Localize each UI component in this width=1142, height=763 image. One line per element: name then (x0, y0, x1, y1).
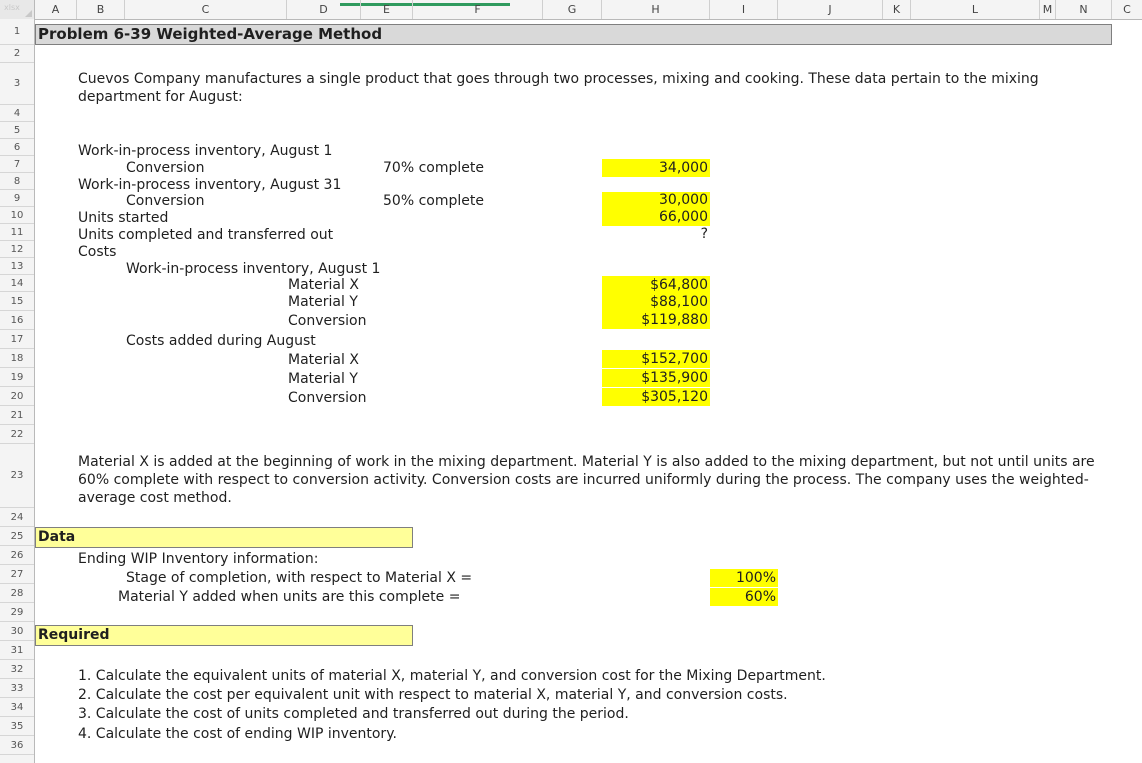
material-y-2-value[interactable]: $135,900 (602, 369, 710, 387)
row-header[interactable]: 3 (0, 63, 34, 105)
row-header[interactable]: 27 (0, 565, 34, 584)
material-y-added-value[interactable]: 60% (710, 588, 778, 606)
row-header[interactable]: 17 (0, 330, 34, 349)
column-header-b[interactable]: B (77, 0, 125, 19)
column-header-h[interactable]: H (602, 0, 710, 19)
column-header-j[interactable]: J (778, 0, 883, 19)
row-header[interactable]: 22 (0, 425, 34, 444)
row-header[interactable]: 12 (0, 241, 34, 258)
row-header[interactable]: 21 (0, 406, 34, 425)
required-item-2[interactable]: 2. Calculate the cost per equivalent unit with respect to material X, material Y, and conversion costs. (78, 687, 788, 703)
row-header[interactable]: 35 (0, 717, 34, 736)
row-header[interactable]: 1 (0, 19, 34, 45)
required-item-3[interactable]: 3. Calculate the cost of units completed and transferred out during the period. (78, 706, 629, 722)
select-all-triangle-icon (25, 10, 32, 17)
column-header-l[interactable]: L (911, 0, 1040, 19)
row-header[interactable]: 34 (0, 698, 34, 717)
row-header[interactable]: 33 (0, 679, 34, 698)
column-header-i[interactable]: I (710, 0, 778, 19)
row-header[interactable]: 13 (0, 258, 34, 275)
label-stage-of-completion[interactable]: Stage of completion, with respect to Material X = (126, 570, 473, 586)
row-header-bar (0, 19, 35, 763)
label-units-started[interactable]: Units started (78, 210, 169, 226)
label-units-completed[interactable]: Units completed and transferred out (78, 227, 334, 243)
row-header[interactable]: 36 (0, 736, 34, 755)
column-header-a[interactable]: A (35, 0, 77, 19)
column-header-e[interactable]: E (361, 0, 413, 19)
label-wip-aug1[interactable]: Work-in-process inventory, August 1 (78, 143, 333, 159)
label-wip-aug31[interactable]: Work-in-process inventory, August 31 (78, 177, 342, 193)
conversion-cost-2-value[interactable]: $305,120 (602, 388, 710, 406)
row-header[interactable]: 10 (0, 207, 34, 224)
stage-of-completion-value[interactable]: 100% (710, 569, 778, 587)
units-started-value[interactable]: 66,000 (602, 209, 710, 226)
row-header[interactable]: 24 (0, 508, 34, 527)
material-y-1-value[interactable]: $88,100 (602, 293, 710, 311)
column-header-n[interactable]: N (1056, 0, 1112, 19)
row-header[interactable]: 20 (0, 387, 34, 406)
material-x-1-value[interactable]: $64,800 (602, 276, 710, 294)
material-x-2-value[interactable]: $152,700 (602, 350, 710, 368)
conversion-1-percent[interactable]: 70% complete (383, 160, 484, 176)
row-header[interactable]: 7 (0, 156, 34, 173)
units-completed-value[interactable]: ? (700, 226, 708, 242)
conversion-cost-1-value[interactable]: $119,880 (602, 311, 710, 329)
label-conversion-1[interactable]: Conversion (126, 160, 205, 176)
row-header[interactable]: 23 (0, 444, 34, 508)
row-header[interactable]: 11 (0, 224, 34, 241)
label-conversion-cost-1[interactable]: Conversion (288, 313, 367, 329)
label-costs-wip[interactable]: Work-in-process inventory, August 1 (126, 261, 381, 277)
corner-label: xlsx (4, 3, 20, 12)
row-header[interactable]: 8 (0, 173, 34, 190)
label-material-y-added[interactable]: Material Y added when units are this complete = (118, 589, 461, 605)
row-header[interactable]: 6 (0, 139, 34, 156)
row-header[interactable]: 32 (0, 660, 34, 679)
sheet-title[interactable]: Problem 6-39 Weighted-Average Method (35, 24, 1112, 45)
note-paragraph[interactable]: Material X is added at the beginning of work in the mixing department. Material Y is also added to the mixing department, but not until units are 60% complete with respect to conversion activity. Conversion costs are incurred uniformly during the process. The company uses the weighted-average cost method. (78, 454, 1095, 506)
intro-paragraph[interactable]: Cuevos Company manufactures a single product that goes through two processes, mixing and cooking. These data pertain to the mixing department for August: (78, 71, 1039, 105)
required-section-header[interactable]: Required (35, 625, 413, 646)
data-section-header[interactable]: Data (35, 527, 413, 548)
row-header[interactable]: 16 (0, 311, 34, 330)
column-header-f[interactable]: F (413, 0, 543, 19)
row-header[interactable]: 15 (0, 292, 34, 311)
row-header[interactable]: 30 (0, 622, 34, 641)
required-item-4[interactable]: 4. Calculate the cost of ending WIP inventory. (78, 726, 397, 742)
label-conversion-cost-2[interactable]: Conversion (288, 390, 367, 406)
wip-aug1-units[interactable]: 34,000 (602, 159, 710, 177)
column-header-o[interactable]: C (1123, 3, 1131, 16)
label-conversion-2[interactable]: Conversion (126, 193, 205, 209)
column-header-m[interactable]: M (1040, 0, 1056, 19)
row-header[interactable]: 19 (0, 368, 34, 387)
label-material-x-2[interactable]: Material X (288, 352, 359, 368)
row-header[interactable]: 31 (0, 641, 34, 660)
row-header[interactable]: 29 (0, 603, 34, 622)
label-costs[interactable]: Costs (78, 244, 117, 260)
select-all-corner[interactable] (0, 0, 35, 19)
column-header-c[interactable]: C (125, 0, 287, 19)
row-header[interactable]: 25 (0, 527, 34, 546)
label-material-y-1[interactable]: Material Y (288, 294, 358, 310)
row-header[interactable]: 18 (0, 349, 34, 368)
row-header[interactable]: 9 (0, 190, 34, 207)
row-header[interactable]: 26 (0, 546, 34, 565)
row-header[interactable]: 28 (0, 584, 34, 603)
conversion-2-percent[interactable]: 50% complete (383, 193, 484, 209)
column-header-d[interactable]: D (287, 0, 361, 19)
column-header-g[interactable]: G (543, 0, 602, 19)
label-material-y-2[interactable]: Material Y (288, 371, 358, 387)
column-header-k[interactable]: K (883, 0, 911, 19)
row-header[interactable]: 5 (0, 122, 34, 139)
column-header-bar (0, 0, 1142, 20)
row-header[interactable]: 2 (0, 45, 34, 63)
required-item-1[interactable]: 1. Calculate the equivalent units of material X, material Y, and conversion cost for the Mixing Department. (78, 668, 826, 684)
label-costs-added[interactable]: Costs added during August (126, 333, 316, 349)
row-header[interactable]: 4 (0, 105, 34, 122)
wip-aug31-units[interactable]: 30,000 (602, 192, 710, 209)
label-material-x-1[interactable]: Material X (288, 277, 359, 293)
row-header[interactable]: 14 (0, 275, 34, 292)
label-ending-wip[interactable]: Ending WIP Inventory information: (78, 551, 319, 567)
